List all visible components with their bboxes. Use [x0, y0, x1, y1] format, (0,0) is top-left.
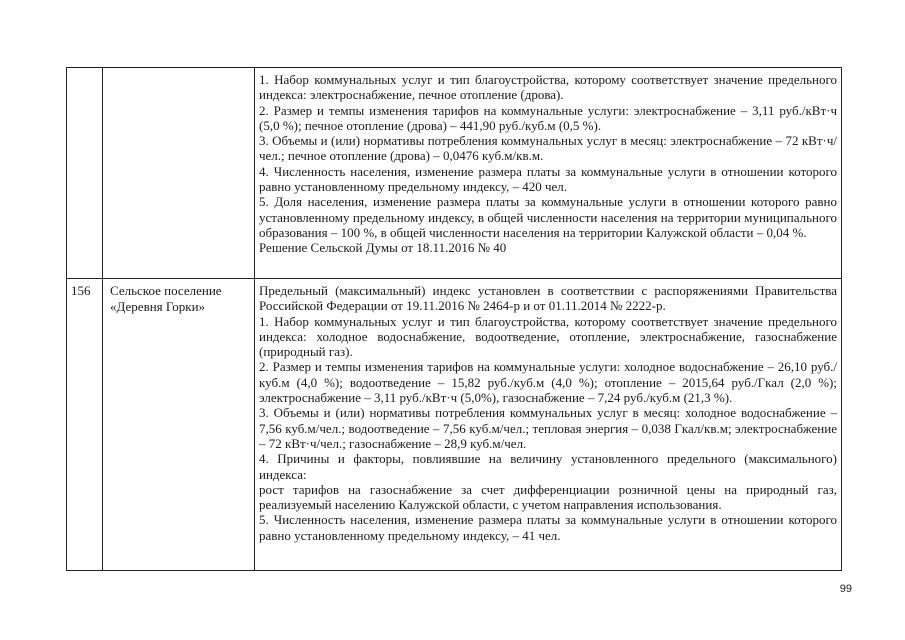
row-1-content	[259, 72, 837, 256]
decision-reference: Решение Сельской Думы от 18.11.2016 № 40	[259, 240, 507, 256]
document-table	[66, 67, 842, 571]
page-number: 99	[839, 583, 852, 595]
row-divider	[67, 278, 841, 279]
paragraph: Предельный (максимальный) индекс установлен в соответствии с распоряжениями Правительства Российской Федерации от 19.11.2016 № 2464-р и от 01.11.2014 № 2222-р.	[259, 283, 837, 314]
paragraph: 2. Размер и темпы изменения тарифов на коммунальные услуги: электроснабжение – 3,11 руб./кВт·ч (5,0 %); печное отопление (дрова) – 441,90 руб./куб.м (0,5 %).	[259, 102, 837, 133]
paragraph: 1. Набор коммунальных услуг и тип благоустройства, которому соответствует значение предельного индекса: электроснабжение, печное отопление (дрова).	[259, 72, 837, 103]
paragraph: 5. Доля населения, изменение размера платы за коммунальные услуги в отношении которого равно установленному предельному индексу, в общей численности населения на территории муниципального образования – 100 %, в общей численности населения на территории Калужской области – 0,04 %.	[259, 194, 837, 240]
paragraph: 4. Причины и факторы, повлиявшие на величину установленного предельного (максимального) индекса:	[259, 451, 837, 482]
column-divider	[102, 68, 103, 570]
row-2-content	[259, 283, 837, 543]
settlement-name: Сельское поселение «Деревня Горки»	[110, 283, 222, 314]
paragraph: 4. Численность населения, изменение размера платы за коммунальные услуги в отношении которого равно установленному предельному индексу, – 420 чел.	[259, 163, 837, 195]
column-divider	[254, 68, 255, 570]
paragraph: 5. Численность населения, изменение размера платы за коммунальные услуги в отношении которого равно установленному предельному индексу, – 41 чел.	[259, 512, 837, 543]
paragraph: 3. Объемы и (или) нормативы потребления коммунальных услуг в месяц: холодное водоснабжение – 7,56 куб.м/чел.; водоотведение – 7,56 куб.м/чел.; тепловая энергия – 0,038 Гкал/кв.м; электроснабжение – 72 кВт·ч/чел.; газоснабжение – 28,9 куб.м/чел.	[259, 405, 837, 451]
paragraph: 3. Объемы и (или) нормативы потребления коммунальных услуг в месяц: электроснабжение – 72 кВт·ч/чел.; печное отопление (дрова) – 0,0476 куб.м/кв.м.	[259, 133, 837, 164]
row-number: 156	[71, 283, 91, 298]
paragraph: 1. Набор коммунальных услуг и тип благоустройства, которому соответствует значение предельного индекса: холодное водоснабжение, водоотведение, отопление, электроснабжение, газоснабжение (природный газ).	[259, 313, 837, 360]
paragraph: 2. Размер и темпы изменения тарифов на коммунальные услуги: холодное водоснабжение – 26,10 руб./куб.м (4,0 %); водоотведение – 15,82 руб./куб.м (4,0 %); отопление – 2015,64 руб./Гкал (2,0 %); электроснабжение – 3,11 руб./кВт·ч (5,0%), газоснабжение – 7,24 руб./куб.м (21,3 %).	[259, 359, 837, 406]
paragraph: рост тарифов на газоснабжение за счет дифференциации розничной цены на природный газ, реализуемый населению Калужской области, с учетом направления использования.	[259, 481, 837, 513]
